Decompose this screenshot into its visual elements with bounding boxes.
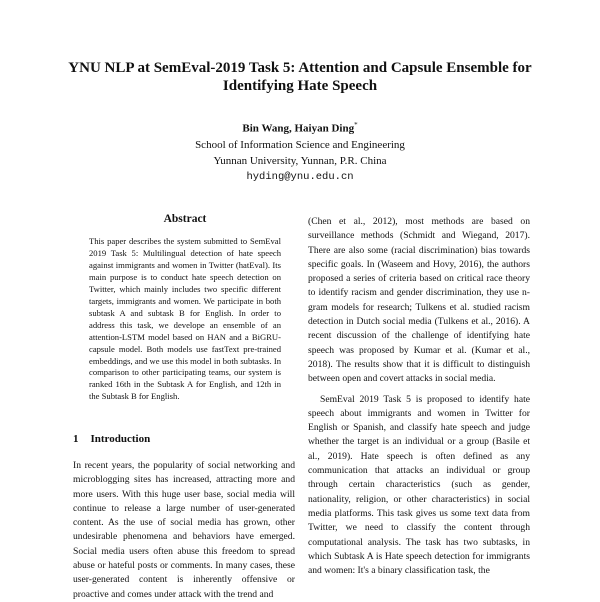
intro-paragraph-continued: (Chen et al., 2012), most methods are based on surveillance methods (Schmidt and Wiegand, 2017). There are also some (racial discrimination) bias towards specific goals. In (Waseem and Hovy, 2016), the authors proposed a series of criteria based on critical race theory to identify racism and gender discrimination, they use n-gram models for research; Tulkens et al. studied racism detection in Dutch social media (Tulkens et al., 2016). A recent discussion of the challenge of identifying hate speech was proposed by Kumar et al. (Kumar et al., 2018). The results show that it is difficult to distinguish between open and covert attacks in social media.	[308, 216, 530, 385]
author-names	[100, 117, 500, 137]
abstract-text: This paper describes the system submitted to SemEval 2019 Task 5: Multilingual detection of hate speech against immigrants and women in Twitter (hatEval). Its main purpose is to conduct hate speech detection on Twitter, which mainly includes two specific different targets, immigrants and women. We participate in both subtask A and subtask B for English. In order to address this task, we develope an ensemble of an attention-LSTM model based on HAN and a BiGRU-capsule model. Both models use fastText pre-trained embeddings, and we use this model in both subtasks. In comparison to other participating teams, our system is ranked 16th in the Subtask A for English, and 12th in the Subtask B for English.	[89, 236, 281, 402]
author-block	[100, 117, 500, 185]
affiliation-line-1: School of Information Science and Engineering	[195, 138, 405, 151]
paper-title: YNU NLP at SemEval-2019 Task 5: Attention and Capsule Ensemble for Identifying Hate Speech	[68, 60, 532, 94]
affiliation-line-2: Yunnan University, Yunnan, P.R. China	[213, 154, 387, 167]
section-number: 1	[73, 433, 79, 445]
abstract-heading: Abstract	[163, 213, 207, 225]
left-column-body	[73, 459, 295, 602]
section-heading-introduction	[73, 433, 150, 445]
section-title: Introduction	[90, 433, 151, 445]
author-mark: *	[354, 121, 358, 129]
right-column-body	[308, 215, 530, 578]
intro-paragraph-semeval: SemEval 2019 Task 5 is proposed to identify hate speech about immigrants and women in Twitter for English or Spanish, and classify hate speech and judge whether the target is an individual or a group (Basile et al., 2019). Hate speech is often defined as any communication that attacks an individual or group through certain characteristics (such as gender, nationality, religion, or other characteristics) in social media platforms. This task gives us some text data from Twitter, we need to classify the content through computational analysis. The task has two subtasks, in which Subtask A is Hate speech detection for immigrants and women: It's a binary classification task, the	[308, 393, 530, 577]
author-names-text: Bin Wang, Haiyan Ding	[242, 122, 355, 135]
author-email: hyding@ynu.edu.cn	[246, 170, 354, 183]
intro-paragraph-1: In recent years, the popularity of social networking and microblogging sites has increased, attracting more and more users. With this huge user base, social media will continue to release a large number of user-generated content. As the use of social media has grown, other undesirable phenomena and behaviors have emerged. Social media users often abuse this freedom to spread abuse or hateful posts or comments. In many cases, these user-generated content is inherently offensive or proactive and comes under attack with the trend and	[73, 460, 295, 600]
